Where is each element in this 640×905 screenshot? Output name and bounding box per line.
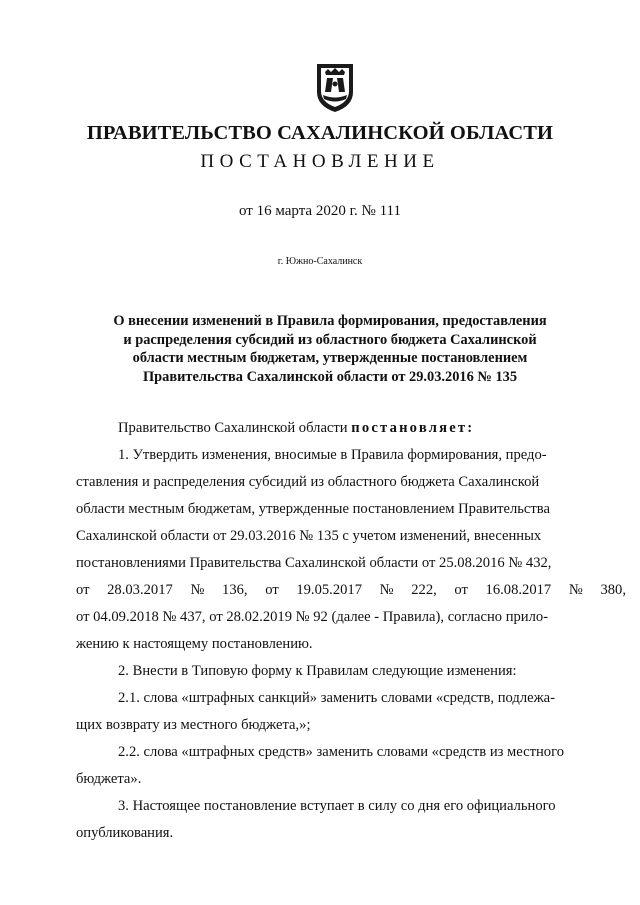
document-date-number: от 16 марта 2020 г. № 111: [238, 203, 401, 219]
paragraph-2: 2. Внести в Типовую форму к Правилам следующие изменения:: [118, 663, 517, 679]
document-city: г. Южно-Сахалинск: [277, 256, 363, 267]
document-type: ПОСТАНОВЛЕНИЕ: [200, 151, 440, 172]
title-line: области местным бюджетам, утвержденные постановлением: [132, 350, 528, 367]
document-title: [90, 312, 570, 386]
intro-text: Правительство Сахалинской области: [118, 420, 348, 436]
paragraph-1-line: от 04.09.2018 № 437, от 28.02.2019 № 92 (далее - Правила), согласно прило-: [76, 609, 549, 625]
paragraph-1-line: 1. Утвердить изменения, вносимые в Правила формирования, предо-: [118, 447, 547, 463]
paragraph-1-line: ставления и распределения субсидий из областного бюджета Сахалинской: [76, 474, 540, 490]
organization-name: ПРАВИТЕЛЬСТВО САХАЛИНСКОЙ ОБЛАСТИ: [86, 122, 554, 144]
paragraph-1-line: постановлениями Правительства Сахалинской области от 25.08.2016 № 432,: [76, 555, 552, 571]
paragraph-1-line: области местным бюджетам, утвержденные постановлением Правительства: [76, 501, 550, 517]
paragraph-1-line: жению к настоящему постановлению.: [76, 636, 313, 652]
paragraph-3-line: 3. Настоящее постановление вступает в силу со дня его официального: [118, 798, 556, 814]
paragraph-2-2-line: 2.2. слова «штрафных средств» заменить словами «средств из местного: [118, 744, 565, 760]
paragraph-2-2-line: бюджета».: [76, 771, 142, 787]
paragraph-1-line: Сахалинской области от 29.03.2016 № 135 с учетом изменений, внесенных: [76, 528, 542, 544]
title-line: О внесении изменений в Правила формирования, предоставления: [113, 313, 547, 329]
title-line: Правительства Сахалинской области от 29.03.2016 № 135: [142, 368, 518, 385]
sakhalin-coat-of-arms-icon: [313, 62, 357, 114]
paragraph-2-1-line: 2.1. слова «штрафных санкций» заменить словами «средств, подлежа-: [118, 690, 556, 706]
title-line: и распределения субсидий из областного бюджета Сахалинской: [123, 331, 537, 348]
paragraph-3-line: опубликования.: [76, 825, 174, 841]
paragraph-1-line: от 28.03.2017 № 136, от 19.05.2017 № 222, от 16.08.2017 № 380,: [76, 582, 626, 598]
intro-paragraph: [118, 420, 474, 437]
paragraph-2-1-line: щих возврату из местного бюджета,»;: [76, 717, 311, 733]
intro-verb: постановляет:: [351, 420, 475, 436]
